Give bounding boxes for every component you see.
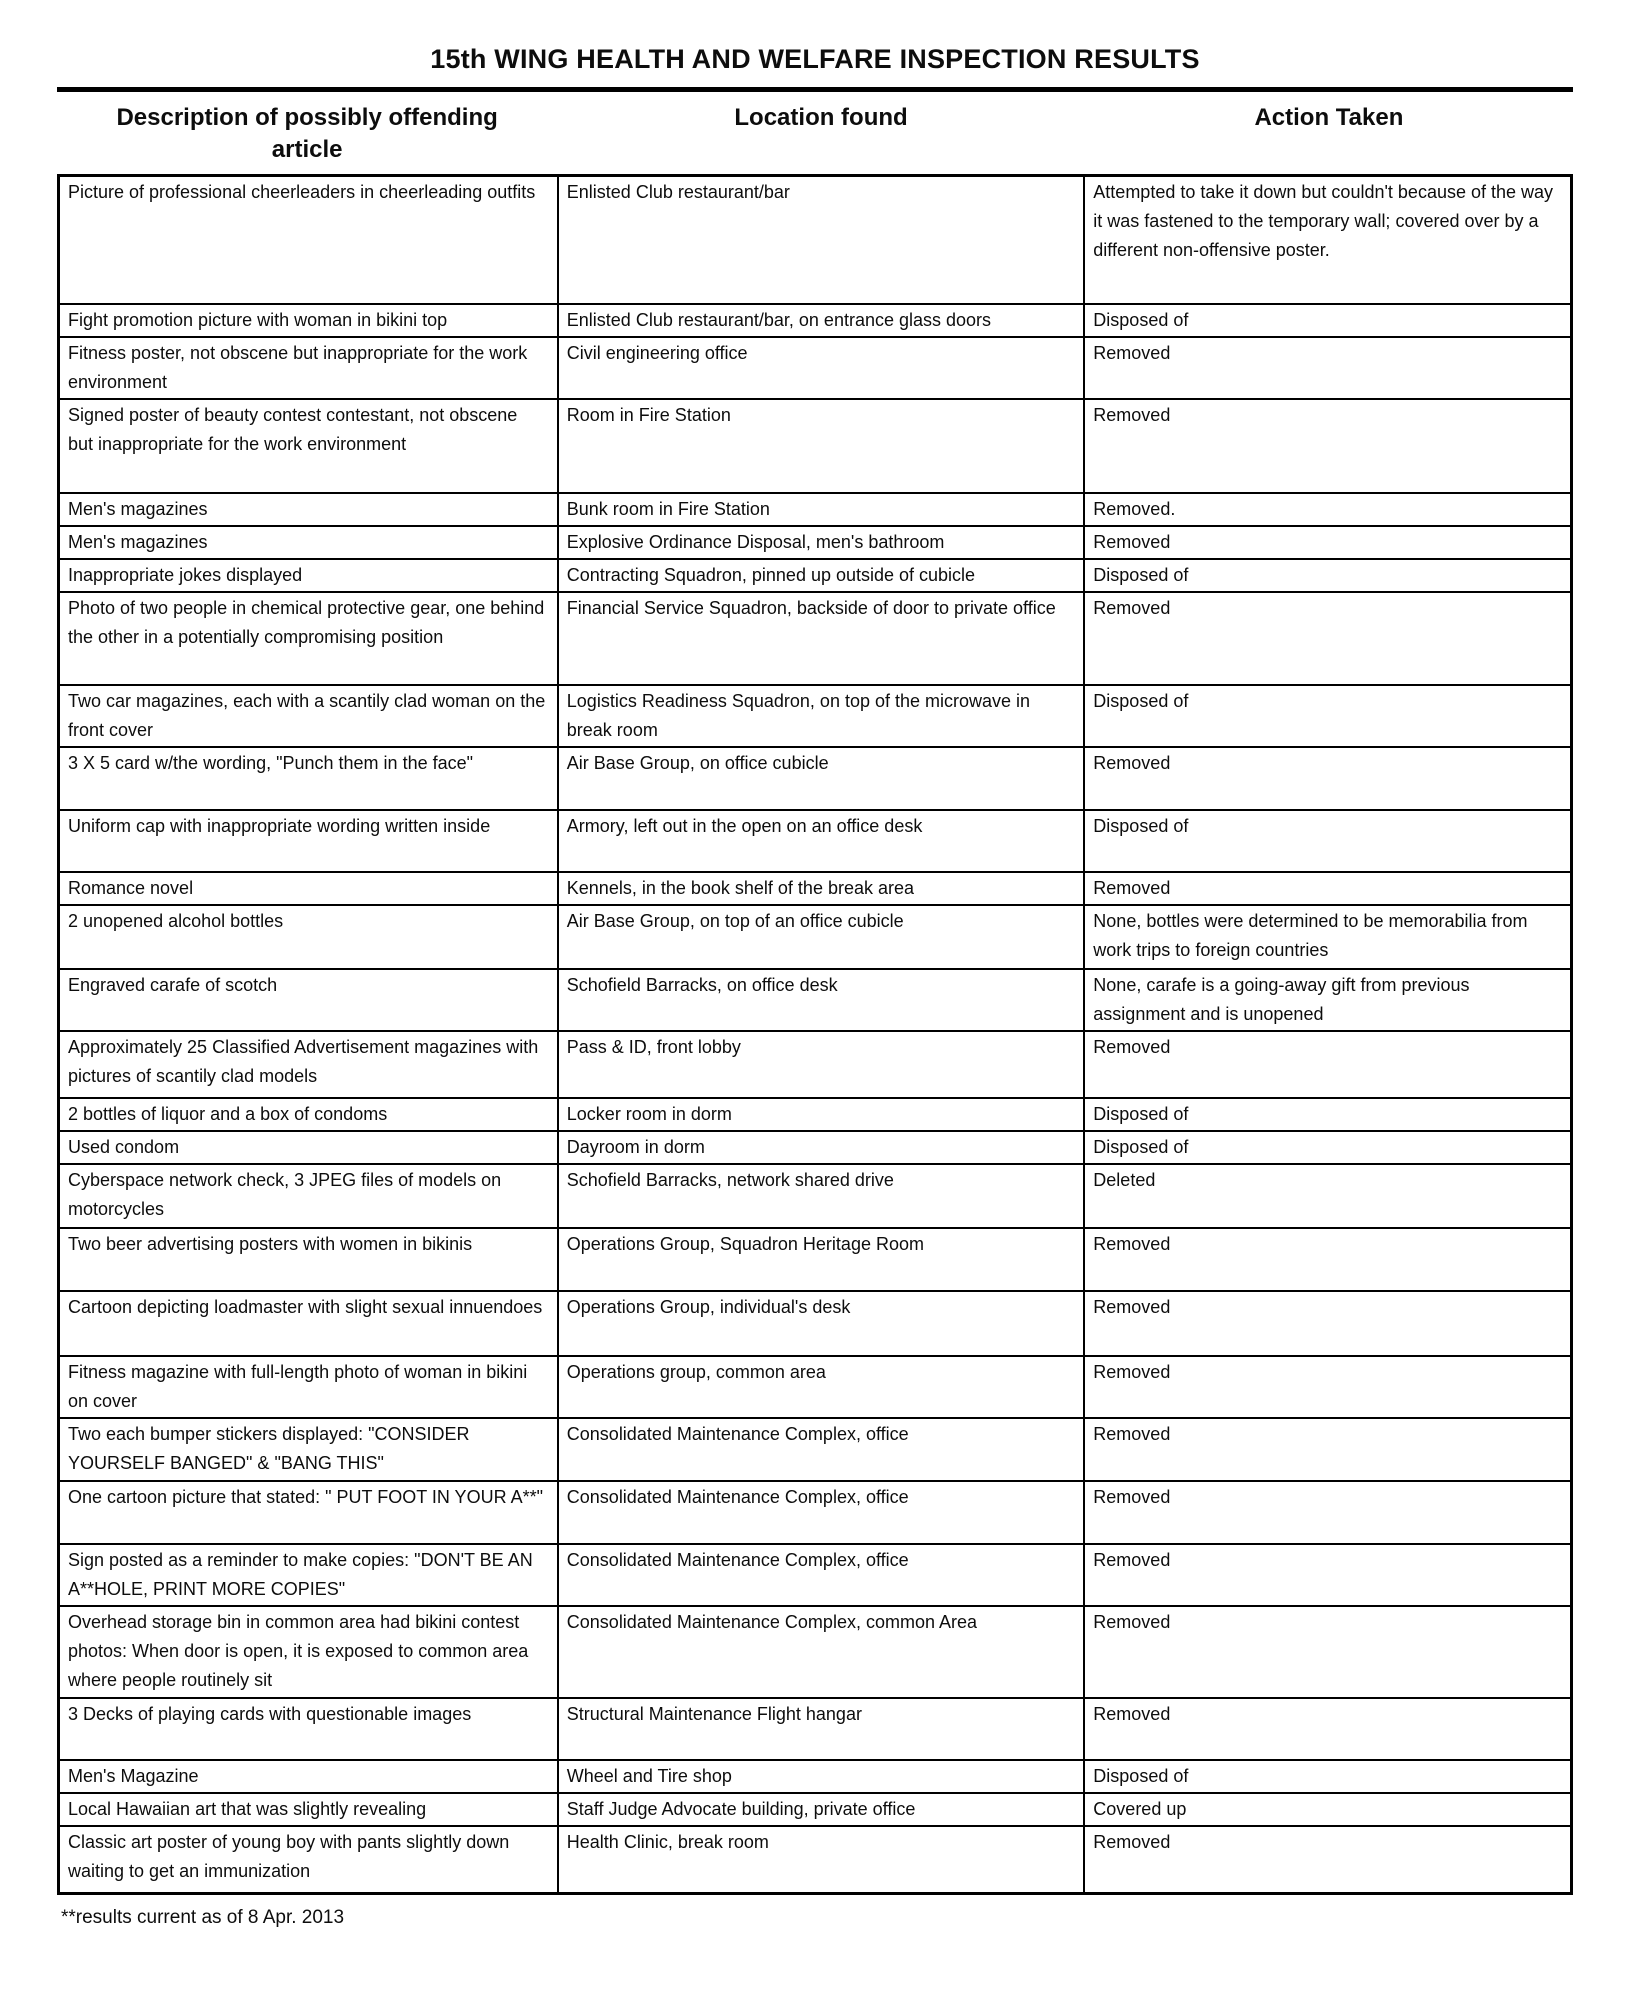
table-row xyxy=(59,304,1572,337)
table-row xyxy=(59,747,1572,810)
table-row xyxy=(59,1164,1572,1228)
cell-description: Cyberspace network check, 3 JPEG files of models on motorcycles xyxy=(59,1164,558,1228)
cell-location: Contracting Squadron, pinned up outside of cubicle xyxy=(558,559,1085,592)
cell-location: Explosive Ordinance Disposal, men's bathroom xyxy=(558,526,1085,559)
cell-location: Consolidated Maintenance Complex, office xyxy=(558,1481,1085,1544)
cell-action: Removed xyxy=(1084,1418,1571,1481)
cell-location: Dayroom in dorm xyxy=(558,1131,1085,1164)
cell-location: Air Base Group, on top of an office cubicle xyxy=(558,905,1085,969)
cell-description: Romance novel xyxy=(59,872,558,905)
table-row xyxy=(59,1418,1572,1481)
cell-description: Uniform cap with inappropriate wording written inside xyxy=(59,810,558,872)
cell-description: Fitness poster, not obscene but inappropriate for the work environment xyxy=(59,337,558,399)
cell-location: Kennels, in the book shelf of the break area xyxy=(558,872,1085,905)
cell-description: Overhead storage bin in common area had bikini contest photos: When door is open, it is exposed to common area where people routinely sit xyxy=(59,1606,558,1698)
cell-action: Removed xyxy=(1084,747,1571,810)
cell-action: Disposed of xyxy=(1084,1098,1571,1131)
cell-description: Photo of two people in chemical protective gear, one behind the other in a potentially compromising position xyxy=(59,592,558,685)
cell-description: Picture of professional cheerleaders in cheerleading outfits xyxy=(59,176,558,304)
cell-description: Used condom xyxy=(59,1131,558,1164)
cell-action: Removed. xyxy=(1084,493,1571,526)
table-row xyxy=(59,1228,1572,1291)
cell-location: Consolidated Maintenance Complex, office xyxy=(558,1544,1085,1606)
cell-action: Disposed of xyxy=(1084,1131,1571,1164)
table-row xyxy=(59,685,1572,747)
cell-description: Fight promotion picture with woman in bikini top xyxy=(59,304,558,337)
cell-action: Removed xyxy=(1084,1356,1571,1418)
table-row xyxy=(59,1481,1572,1544)
table-row xyxy=(59,1760,1572,1793)
cell-description: Approximately 25 Classified Advertisement magazines with pictures of scantily clad models xyxy=(59,1031,558,1098)
table-row xyxy=(59,905,1572,969)
cell-location: Enlisted Club restaurant/bar xyxy=(558,176,1085,304)
cell-action: None, carafe is a going-away gift from previous assignment and is unopened xyxy=(1084,969,1571,1031)
cell-location: Operations Group, individual's desk xyxy=(558,1291,1085,1356)
cell-action: Removed xyxy=(1084,592,1571,685)
cell-action: Removed xyxy=(1084,337,1571,399)
table-row xyxy=(59,1031,1572,1098)
cell-action: Removed xyxy=(1084,1606,1571,1698)
cell-location: Air Base Group, on office cubicle xyxy=(558,747,1085,810)
cell-description: Engraved carafe of scotch xyxy=(59,969,558,1031)
table-row xyxy=(59,1606,1572,1698)
cell-action: Removed xyxy=(1084,1291,1571,1356)
cell-location: Enlisted Club restaurant/bar, on entrance glass doors xyxy=(558,304,1085,337)
table-row xyxy=(59,1698,1572,1760)
table-row xyxy=(59,969,1572,1031)
cell-location: Armory, left out in the open on an office desk xyxy=(558,810,1085,872)
cell-action: Removed xyxy=(1084,1228,1571,1291)
table-row xyxy=(59,559,1572,592)
cell-action: Removed xyxy=(1084,872,1571,905)
cell-action: Removed xyxy=(1084,1698,1571,1760)
title-divider xyxy=(57,87,1573,92)
cell-location: Schofield Barracks, on office desk xyxy=(558,969,1085,1031)
table-row xyxy=(59,1291,1572,1356)
cell-description: Local Hawaiian art that was slightly revealing xyxy=(59,1793,558,1826)
table-row xyxy=(59,493,1572,526)
cell-location: Pass & ID, front lobby xyxy=(558,1031,1085,1098)
results-footnote: **results current as of 8 Apr. 2013 xyxy=(61,1907,345,1928)
cell-location: Room in Fire Station xyxy=(558,399,1085,493)
cell-description: Two each bumper stickers displayed: "CONSIDER YOURSELF BANGED" & "BANG THIS" xyxy=(59,1418,558,1481)
table-row xyxy=(59,1356,1572,1418)
cell-description: Inappropriate jokes displayed xyxy=(59,559,558,592)
table-row xyxy=(59,1826,1572,1894)
cell-description: Men's Magazine xyxy=(59,1760,558,1793)
cell-location: Locker room in dorm xyxy=(558,1098,1085,1131)
cell-action: Disposed of xyxy=(1084,304,1571,337)
table-row xyxy=(59,1793,1572,1826)
cell-description: Two beer advertising posters with women in bikinis xyxy=(59,1228,558,1291)
cell-location: Logistics Readiness Squadron, on top of the microwave in break room xyxy=(558,685,1085,747)
cell-action: Removed xyxy=(1084,1481,1571,1544)
cell-action: Deleted xyxy=(1084,1164,1571,1228)
cell-action: Disposed of xyxy=(1084,559,1571,592)
inspection-results-table xyxy=(57,174,1573,1895)
table-row xyxy=(59,176,1572,304)
cell-location: Consolidated Maintenance Complex, office xyxy=(558,1418,1085,1481)
table-row xyxy=(59,1098,1572,1131)
cell-description: Sign posted as a reminder to make copies: "DON'T BE AN A**HOLE, PRINT MORE COPIES" xyxy=(59,1544,558,1606)
column-header-row xyxy=(57,96,1573,174)
cell-location: Structural Maintenance Flight hangar xyxy=(558,1698,1085,1760)
table-row xyxy=(59,1544,1572,1606)
cell-action: Removed xyxy=(1084,399,1571,493)
cell-location: Health Clinic, break room xyxy=(558,1826,1085,1894)
cell-action: Disposed of xyxy=(1084,810,1571,872)
cell-description: Cartoon depicting loadmaster with slight sexual innuendoes xyxy=(59,1291,558,1356)
cell-location: Schofield Barracks, network shared drive xyxy=(558,1164,1085,1228)
cell-action: Disposed of xyxy=(1084,1760,1571,1793)
cell-action: Removed xyxy=(1084,1544,1571,1606)
cell-description: Men's magazines xyxy=(59,493,558,526)
cell-action: Disposed of xyxy=(1084,685,1571,747)
cell-action: Removed xyxy=(1084,1826,1571,1894)
cell-description: 2 bottles of liquor and a box of condoms xyxy=(59,1098,558,1131)
table-row xyxy=(59,592,1572,685)
cell-description: Fitness magazine with full-length photo of woman in bikini on cover xyxy=(59,1356,558,1418)
table-row xyxy=(59,872,1572,905)
table-row xyxy=(59,810,1572,872)
table-row xyxy=(59,526,1572,559)
column-header-action: Action Taken xyxy=(1254,104,1404,131)
cell-description: Signed poster of beauty contest contestant, not obscene but inappropriate for the work environment xyxy=(59,399,558,493)
cell-action: Covered up xyxy=(1084,1793,1571,1826)
cell-location: Operations group, common area xyxy=(558,1356,1085,1418)
cell-location: Bunk room in Fire Station xyxy=(558,493,1085,526)
cell-action: Removed xyxy=(1084,1031,1571,1098)
cell-description: 2 unopened alcohol bottles xyxy=(59,905,558,969)
cell-action: Removed xyxy=(1084,526,1571,559)
cell-action: Attempted to take it down but couldn't because of the way it was fastened to the temporary wall; covered over by a different non-offensive poster. xyxy=(1084,176,1571,304)
column-header-description: Description of possibly offending article xyxy=(116,104,498,163)
table-row xyxy=(59,399,1572,493)
cell-location: Staff Judge Advocate building, private office xyxy=(558,1793,1085,1826)
cell-location: Consolidated Maintenance Complex, common Area xyxy=(558,1606,1085,1698)
cell-description: Men's magazines xyxy=(59,526,558,559)
cell-location: Civil engineering office xyxy=(558,337,1085,399)
table-row xyxy=(59,1131,1572,1164)
cell-description: 3 X 5 card w/the wording, "Punch them in the face" xyxy=(59,747,558,810)
page-title: 15th WING HEALTH AND WELFARE INSPECTION RESULTS xyxy=(430,44,1200,74)
cell-description: 3 Decks of playing cards with questionable images xyxy=(59,1698,558,1760)
cell-description: Two car magazines, each with a scantily clad woman on the front cover xyxy=(59,685,558,747)
cell-location: Wheel and Tire shop xyxy=(558,1760,1085,1793)
cell-action: None, bottles were determined to be memorabilia from work trips to foreign countries xyxy=(1084,905,1571,969)
column-header-location: Location found xyxy=(734,104,908,131)
cell-description: One cartoon picture that stated: " PUT FOOT IN YOUR A**" xyxy=(59,1481,558,1544)
table-row xyxy=(59,337,1572,399)
cell-location: Operations Group, Squadron Heritage Room xyxy=(558,1228,1085,1291)
cell-location: Financial Service Squadron, backside of door to private office xyxy=(558,592,1085,685)
cell-description: Classic art poster of young boy with pants slightly down waiting to get an immunization xyxy=(59,1826,558,1894)
